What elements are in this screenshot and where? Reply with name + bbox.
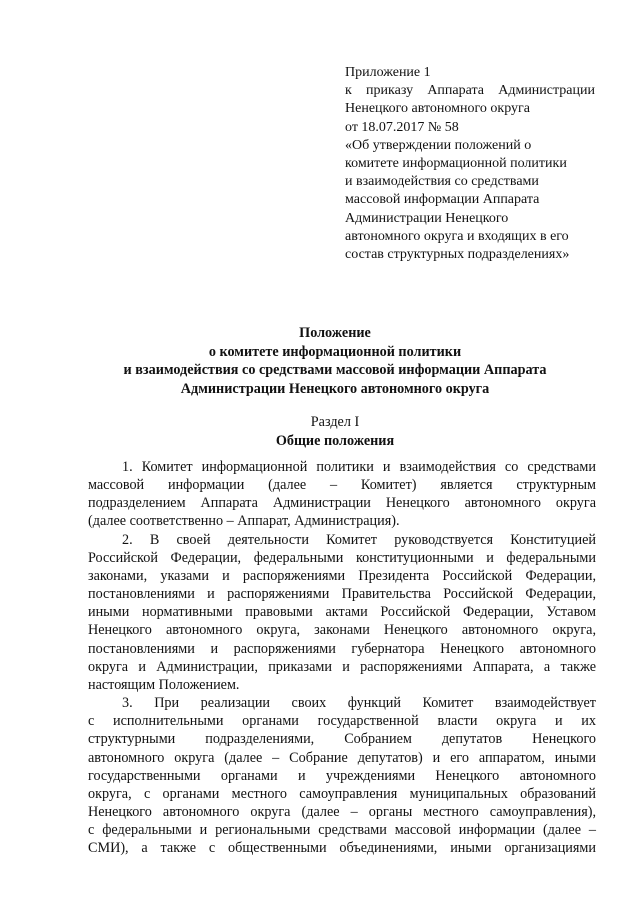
paragraph-line: 1. Комитет информационной политики и взаимодействия со средствами — [122, 459, 596, 475]
paragraph-2 — [88, 531, 596, 694]
paragraph-line: (далее соответственно – Аппарат, Администрация). — [88, 513, 400, 530]
paragraph-line: государственными органами и учреждениями Ненецкого автономного — [88, 767, 596, 784]
paragraph-line: Ненецкого автономного округа (далее – органы местного самоуправления), — [88, 803, 596, 820]
paragraph-line: Российской Федерации, федеральными конституционными и федеральными — [88, 549, 596, 566]
title-line: о комитете информационной политики — [208, 343, 462, 360]
paragraph-line: округа, с органами местного самоуправления муниципальных образований — [88, 785, 596, 802]
title-line: и взаимодействия со средствами массовой информации Аппарата — [123, 362, 547, 379]
appendix-line: к приказу Аппарата Администрации — [345, 83, 595, 99]
appendix-line: «Об утверждении положений о — [345, 137, 532, 153]
document-body — [88, 458, 596, 857]
appendix-line: состав структурных подразделениях» — [345, 247, 570, 263]
paragraph-1 — [88, 458, 596, 531]
appendix-line: и взаимодействия со средствами — [345, 174, 539, 190]
paragraph-line: Ненецкого автономного округа, законами Ненецкого автономного округа, — [88, 622, 596, 639]
appendix-line: от 18.07.2017 № 58 — [345, 119, 459, 135]
appendix-line: комитете информационной политики — [345, 156, 567, 172]
paragraph-line: постановлениями и распоряжениями Правительства Российской Федерации, — [88, 586, 596, 603]
appendix-line: Приложение 1 — [345, 65, 431, 80]
paragraph-line: постановлениями и распоряжениями губернатора Ненецкого автономного — [88, 640, 596, 657]
paragraph-line: автономного округа (далее – Собрание депутатов) и его аппаратом, иными — [88, 749, 596, 766]
section-name: Общие положения — [275, 432, 395, 449]
title-line: Положение — [299, 325, 371, 341]
appendix-header — [345, 64, 595, 264]
paragraph-line: массовой информации (далее – Комитет) является структурным — [88, 477, 596, 494]
appendix-line: Администрации Ненецкого — [345, 210, 509, 226]
paragraph-line: СМИ), а также с общественными объединениями, иными организациями — [88, 840, 596, 857]
paragraph-line: 2. В своей деятельности Комитет руководствуется Конституцией — [122, 531, 596, 548]
paragraph-line: настоящим Положением. — [88, 676, 240, 693]
paragraph-line: подразделением Аппарата Администрации Ненецкого автономного округа — [88, 495, 596, 512]
section-heading — [90, 413, 580, 450]
appendix-line: Ненецкого автономного округа — [345, 101, 530, 117]
appendix-line: массовой информации Аппарата — [345, 192, 540, 208]
paragraph-line: с федеральными и региональными средствами массовой информации (далее – — [88, 822, 596, 839]
document-title — [90, 324, 580, 398]
paragraph-line: с исполнительными органами государственной власти округа и их — [88, 713, 596, 730]
paragraph-line: законами, указами и распоряжениями Президента Российской Федерации, — [88, 567, 596, 584]
paragraph-line: 3. При реализации своих функций Комитет взаимодействует — [122, 695, 596, 712]
paragraph-line: иными нормативными правовыми актами Российской Федерации, Уставом — [88, 604, 596, 621]
section-number: Раздел I — [310, 414, 360, 430]
paragraph-3 — [88, 694, 596, 857]
title-line: Администрации Ненецкого автономного округа — [180, 380, 490, 397]
appendix-line: автономного округа и входящих в его — [345, 228, 569, 244]
paragraph-line: структурными подразделениями, Собранием депутатов Ненецкого — [88, 731, 596, 748]
paragraph-line: округа и Администрации, приказами и распоряжениями Аппарата, а также — [88, 658, 596, 675]
